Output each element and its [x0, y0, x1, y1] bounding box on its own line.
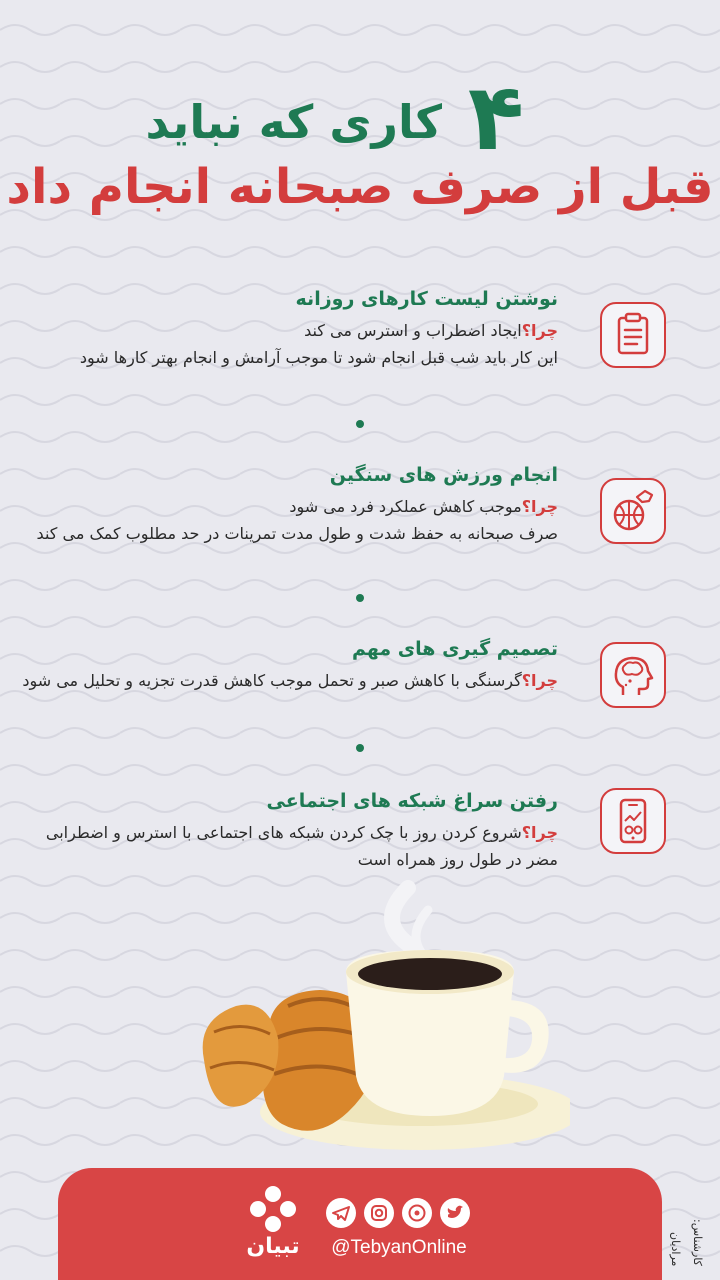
- twitter-icon[interactable]: [440, 1198, 470, 1228]
- why-label: چرا؟: [521, 823, 558, 842]
- headline-line-1: کاری که نباید: [145, 95, 442, 149]
- tip-title: رفتن سراغ شبکه های اجتماعی: [266, 790, 558, 812]
- why-label: چرا؟: [521, 671, 558, 690]
- tip-text: [18, 786, 558, 873]
- sports-icon: [600, 478, 666, 544]
- why-text: ایجاد اضطراب و استرس می کند: [304, 321, 522, 340]
- tip-item-2: [36, 460, 680, 580]
- social-handle: @TebyanOnline: [331, 1237, 467, 1258]
- instagram-icon[interactable]: [364, 1198, 394, 1228]
- separator-dot: [356, 744, 364, 752]
- tip-text: [18, 284, 558, 371]
- thinking-head-icon: [600, 642, 666, 708]
- why-text: موجب کاهش عملکرد فرد می شود: [289, 497, 522, 516]
- tip-why: [18, 819, 558, 873]
- brand-name: تبیان: [246, 1234, 300, 1259]
- tip-title: انجام ورزش های سنگین: [329, 464, 558, 486]
- tip-title: تصمیم گیری های مهم: [351, 638, 558, 660]
- tip-item-4: [40, 786, 680, 886]
- separator-dot: [356, 594, 364, 602]
- tip-why: [18, 317, 558, 344]
- tip-item-3: [22, 634, 680, 734]
- credit-text: کارشناس: مرادیان: [669, 1219, 704, 1266]
- telegram-icon[interactable]: [326, 1198, 356, 1228]
- web-icon[interactable]: [402, 1198, 432, 1228]
- footer-content: [58, 1168, 662, 1280]
- clipboard-icon: [600, 302, 666, 368]
- why-text: گرسنگی با کاهش صبر و تحمل موجب کاهش قدرت تجزیه و تحلیل می شود: [22, 671, 522, 690]
- why-label: چرا؟: [521, 321, 558, 340]
- coffee-croissant-illustration: [170, 880, 570, 1180]
- tip-text: [18, 634, 558, 694]
- brand-logo-icon: [248, 1184, 298, 1234]
- why-text: شروع کردن روز با چک کردن شبکه های اجتماعی با استرس و اضطرابی مضر در طول روز همراه است: [45, 823, 558, 869]
- tip-item-1: [40, 284, 680, 404]
- tip-title: نوشتن لیست کارهای روزانه: [295, 288, 558, 310]
- tip-why: [18, 493, 558, 520]
- tip-why: [18, 667, 558, 694]
- headline-number: ۴: [467, 64, 525, 171]
- separator-dot: [356, 420, 364, 428]
- tip-body: این کار باید شب قبل انجام شود تا موجب آرامش و انجام بهتر کارها شود: [79, 348, 558, 367]
- headline-line-2: قبل از صرف صبحانه انجام داد: [6, 159, 714, 215]
- footer-bar: [58, 1168, 662, 1280]
- tip-body: صرف صبحانه به حفظ شدت و طول مدت تمرینات در حد مطلوب کمک می کند: [36, 524, 558, 543]
- tip-text: [18, 460, 558, 547]
- smartphone-icon: [600, 788, 666, 854]
- why-label: چرا؟: [521, 497, 558, 516]
- headline: [0, 40, 720, 220]
